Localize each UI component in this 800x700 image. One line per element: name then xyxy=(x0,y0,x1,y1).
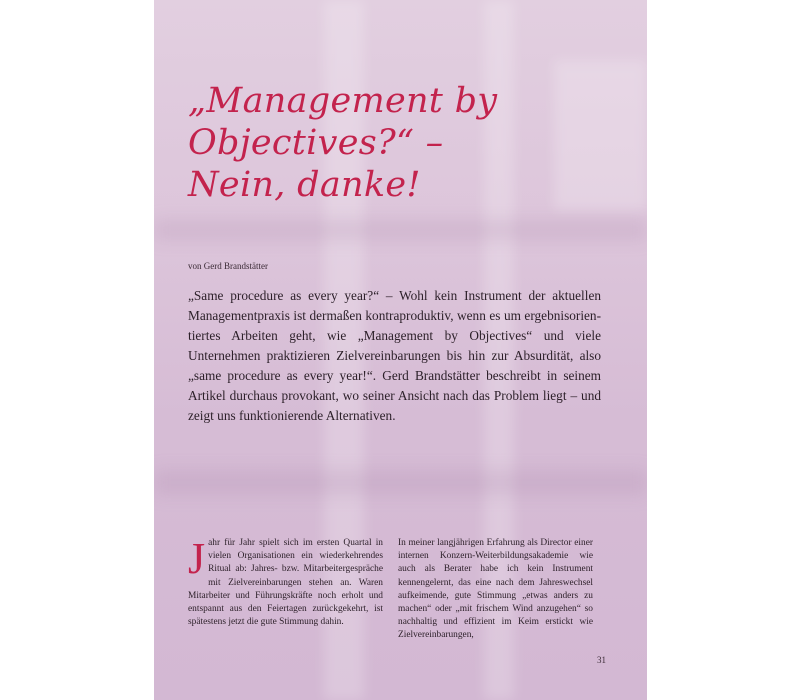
magazine-page xyxy=(154,0,647,700)
article-title xyxy=(188,80,638,206)
page-number: 31 xyxy=(597,655,606,665)
background-blur xyxy=(154,220,647,240)
body-column-left xyxy=(188,534,383,629)
body-column-left-text: ahr für Jahr spielt sich im ersten Quartal in vielen Organisationen ein wiederkehrendes Ritual ab: Jahres- bzw. Mitarbeitergespräche mit Zielvereinbarungen stehen an. Waren Mitarbeiter und Führungskräfte noch erholt und entspannt aus den Feiertagen zurückgekehrt, ist spätestens jetzt die gute Stimmung dahin. xyxy=(188,538,383,628)
byline: von Gerd Brandstätter xyxy=(188,261,268,271)
lead-paragraph: „Same procedure as every year?“ – Wohl kein Instrument der aktuellen Managementpraxis ist dermaßen kontraproduktiv, wenn es um ergebnisorientiertes Arbeiten geht, wie „Management by Objectives“ und viele Unternehmen praktizieren Zielvereinbarungen bis hin zur Absurdität, also „same procedure as every year!“. Gerd Brandstätter beschreibt in seinem Artikel durchaus provokant, wo seiner Ansicht nach das Problem liegt – und zeigt uns funktionierende Alternativen. xyxy=(188,288,601,423)
drop-cap: J xyxy=(188,534,206,583)
body-column-right: In meiner langjährigen Erfahrung als Director einer internen Konzern-Weiterbildungsakademie wie auch als Berater habe ich kein Instrument kennengelernt, das eine nach dem Jahreswechsel aufkeimende, gute Stimmung „etwas anders zu machen“ oder „mit frischem Wind anzugehen“ so nachhaltig und effizient im Keim erstickt wie Zielvereinbarungen, xyxy=(398,538,593,641)
title-line-2: Nein, danke! xyxy=(188,165,421,205)
title-line-1: „Management by Objectives?“ – xyxy=(188,81,498,163)
background-blur xyxy=(154,470,647,495)
